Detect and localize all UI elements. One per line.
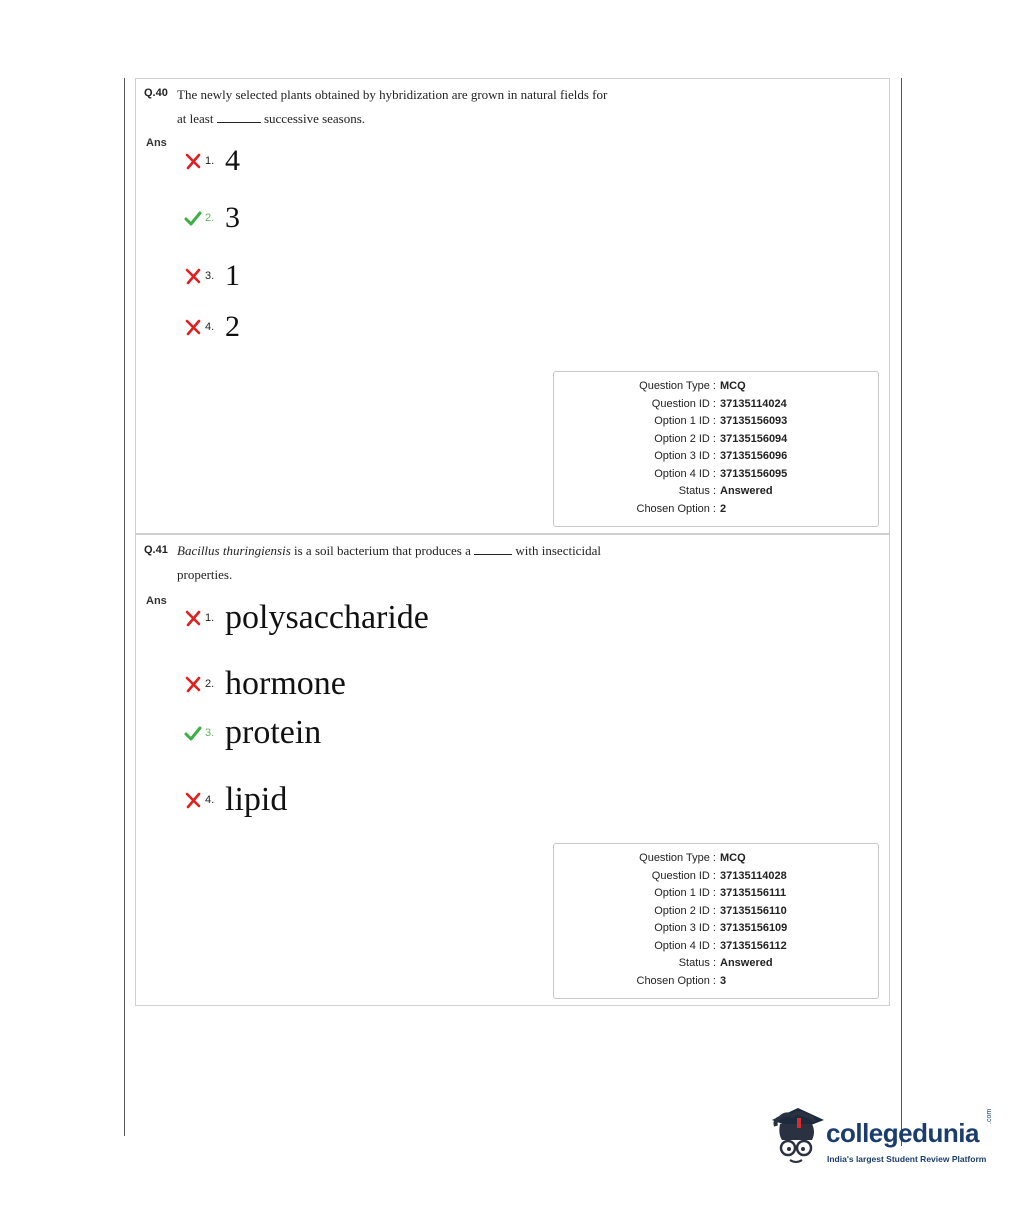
question-text-line1 <box>177 539 697 563</box>
info-label: Option 4 ID : <box>654 939 716 952</box>
info-label: Status : <box>678 957 716 969</box>
logo-wordmark: collegedunia <box>826 1118 979 1148</box>
logo-suffix: .com <box>986 1108 993 1124</box>
question-info-box <box>553 371 879 527</box>
option-4[interactable] <box>184 307 240 347</box>
info-label: Chosen Option : <box>636 502 716 515</box>
info-row-option4-id <box>554 466 878 483</box>
collegedunia-logo[interactable] <box>768 1104 998 1174</box>
option-1[interactable] <box>184 598 429 638</box>
info-row-question-id <box>554 868 878 885</box>
info-label: Status : <box>678 485 716 497</box>
option-3[interactable] <box>184 256 240 296</box>
option-number: 1. <box>205 155 215 167</box>
cross-icon <box>184 609 202 627</box>
info-value: 37135156096 <box>720 450 788 462</box>
cross-icon <box>184 791 202 809</box>
info-value: 37135156109 <box>720 922 788 934</box>
option-2[interactable] <box>184 664 346 704</box>
option-text: 3 <box>225 201 240 234</box>
option-text: lipid <box>225 781 288 818</box>
option-number: 2. <box>205 678 215 690</box>
info-value: MCQ <box>720 852 746 864</box>
info-row-status <box>554 483 878 500</box>
info-label: Option 4 ID : <box>654 467 716 480</box>
text-before-blank: at least <box>177 111 214 126</box>
blank <box>474 544 512 555</box>
info-row-option3-id <box>554 448 878 465</box>
question-text-line1: The newly selected plants obtained by hybridization are grown in natural fields for <box>177 87 608 102</box>
info-row-option4-id <box>554 938 878 955</box>
info-label: Chosen Option : <box>636 974 716 987</box>
blank <box>217 112 261 123</box>
option-number: 3. <box>205 270 215 282</box>
info-label: Option 2 ID : <box>654 904 716 917</box>
info-row-option3-id <box>554 920 878 937</box>
info-value: 37135156093 <box>720 415 788 427</box>
option-text: 4 <box>225 144 240 177</box>
option-text: protein <box>225 714 322 751</box>
info-value: 37135156111 <box>720 887 787 899</box>
info-label: Option 1 ID : <box>654 887 716 899</box>
info-label: Option 3 ID : <box>654 922 716 934</box>
info-value: Answered <box>720 485 773 497</box>
cross-icon <box>184 675 202 693</box>
info-label: Option 3 ID : <box>654 450 716 462</box>
question-info-box <box>553 843 879 999</box>
option-text: hormone <box>225 665 346 702</box>
question-text <box>177 539 697 587</box>
info-value: 37135156094 <box>720 432 788 445</box>
info-label: Question ID : <box>651 869 716 882</box>
info-row-question-type <box>554 378 878 395</box>
info-row-option1-id <box>554 413 878 430</box>
info-row-status <box>554 955 878 972</box>
ans-label: Ans <box>146 595 167 607</box>
logo-tagline: India's largest Student Review Platform <box>827 1154 987 1164</box>
option-text: 1 <box>225 259 240 292</box>
option-3[interactable] <box>184 713 321 753</box>
checkmark-icon <box>184 724 202 742</box>
info-label: Option 2 ID : <box>654 432 716 445</box>
info-value: 37135156110 <box>720 904 787 917</box>
option-text: polysaccharide <box>225 599 429 636</box>
info-value: Answered <box>720 957 773 969</box>
question-41-panel <box>135 534 890 1006</box>
info-label: Option 1 ID : <box>654 415 716 427</box>
question-text-line2 <box>177 107 697 131</box>
info-value: 37135156095 <box>720 467 788 480</box>
option-number: 1. <box>205 612 215 624</box>
info-row-chosen-option <box>554 973 878 990</box>
question-number: Q.40 <box>144 87 168 99</box>
option-1[interactable] <box>184 141 240 181</box>
question-number: Q.41 <box>144 544 168 556</box>
info-row-question-id <box>554 396 878 413</box>
info-value: 37135156112 <box>720 939 787 952</box>
info-label: Question Type : <box>639 380 716 392</box>
option-number: 4. <box>205 321 215 333</box>
option-text: 2 <box>225 310 240 343</box>
info-value: 3 <box>720 974 727 987</box>
page-left-border <box>124 78 125 1136</box>
checkmark-icon <box>184 209 202 227</box>
cross-icon <box>184 318 202 336</box>
info-value: 37135114024 <box>720 397 787 410</box>
option-4[interactable] <box>184 780 287 820</box>
info-row-option2-id <box>554 431 878 448</box>
question-text <box>177 83 697 131</box>
option-number: 4. <box>205 794 215 806</box>
ans-label: Ans <box>146 137 167 149</box>
info-label: Question ID : <box>651 397 716 410</box>
info-row-question-type <box>554 850 878 867</box>
cross-icon <box>184 267 202 285</box>
text-before-blank: is a soil bacterium that produces a <box>294 543 471 558</box>
student-mascot-icon <box>768 1104 824 1170</box>
cross-icon <box>184 152 202 170</box>
info-value: MCQ <box>720 380 746 392</box>
option-number: 2. <box>205 212 215 224</box>
species-name: Bacillus thuringiensis <box>177 543 291 558</box>
question-text-line2: properties. <box>177 567 233 582</box>
info-row-chosen-option <box>554 501 878 518</box>
info-value: 2 <box>720 502 727 515</box>
question-40-panel <box>135 78 890 534</box>
option-number: 3. <box>205 727 215 739</box>
option-2[interactable] <box>184 198 240 238</box>
info-value: 37135114028 <box>720 869 787 882</box>
text-after-blank: successive seasons. <box>263 111 366 126</box>
page-right-border <box>901 78 902 1146</box>
info-row-option1-id <box>554 885 878 902</box>
info-row-option2-id <box>554 903 878 920</box>
text-after-blank: with insecticidal <box>515 543 601 558</box>
info-label: Question Type : <box>639 852 716 864</box>
